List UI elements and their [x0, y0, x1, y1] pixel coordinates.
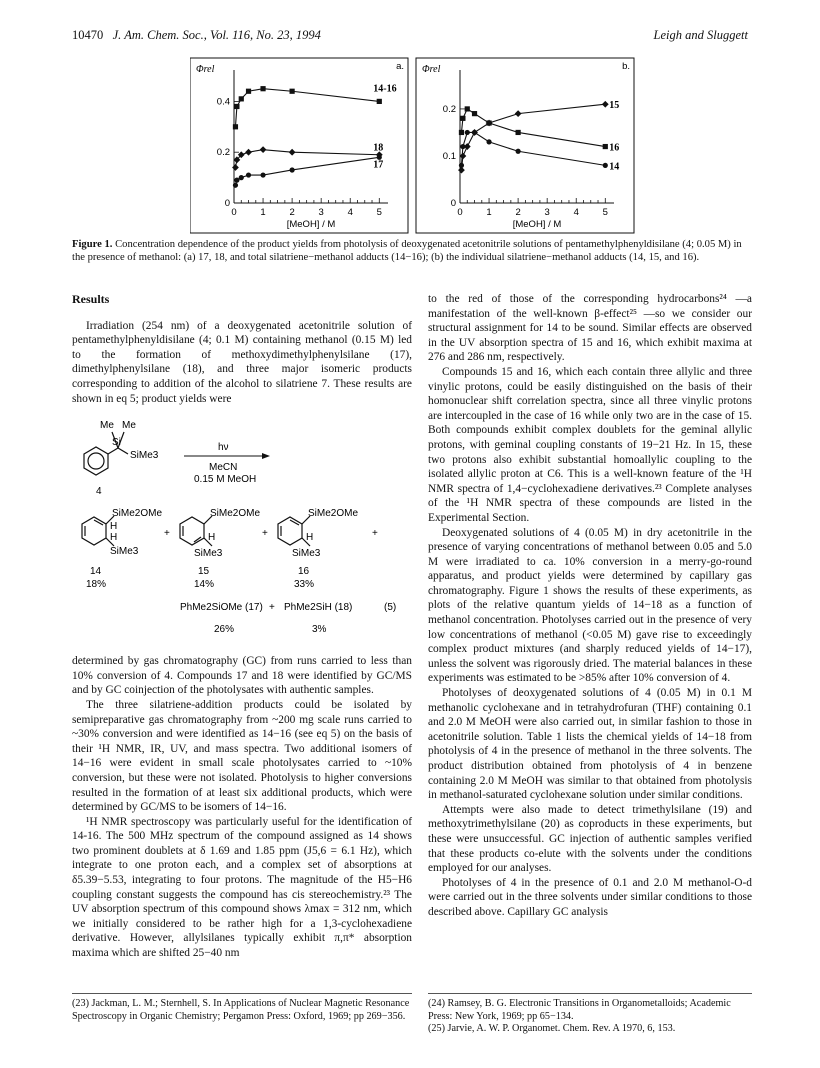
plus-2: +: [262, 528, 268, 540]
yield-16: 33%: [294, 579, 315, 591]
data-point-16: [459, 130, 464, 135]
data-point-14: [472, 130, 477, 135]
p15-h: H: [208, 532, 216, 544]
series-line-14-16: [235, 89, 379, 127]
data-point-14-16: [234, 104, 239, 109]
plus-3: +: [372, 528, 378, 540]
x-tick-label-1: 1: [260, 207, 266, 218]
right-column: [428, 292, 752, 920]
series-label-18: 18: [373, 142, 384, 154]
p14-sub2: SiMe3: [110, 546, 139, 558]
journal-name: J. Am. Chem. Soc.,: [112, 28, 207, 42]
plus-4: +: [269, 602, 275, 614]
y-axis-label-1: Φrel: [196, 64, 215, 75]
data-point-14: [486, 139, 491, 144]
y-tick-label-2: 0.1: [442, 150, 456, 162]
series-line-18: [235, 150, 379, 168]
scheme-si: Si: [112, 437, 121, 449]
data-point-14-16: [260, 86, 265, 91]
footnotes-24-25: [428, 998, 752, 1036]
running-header-left: [72, 28, 321, 43]
scheme-me-2: Me: [122, 420, 136, 432]
product-17: PhMe2SiOMe (17): [180, 602, 263, 614]
left-paragraph-3: The three silatriene-addition products could be isolated by semipreparative gas chromatography from ~200 mg scale runs carried to ~30% conversion and were identified as 14−16 (see eq 5) on the basis of their ¹H NMR, IR, UV, and mass spectra. Two additional isomers of 14−16 were evident in small scale photolysates carried to ~10% conversion, but these were not isolated. Photolysis to higher conversions resulted in the formation of at least six additional products, which were determined by GC/MS to be isomers of 14−16.: [72, 698, 412, 814]
data-point-17: [233, 183, 238, 188]
section-heading-results: Results: [72, 292, 110, 306]
data-point-14-16: [246, 89, 251, 94]
series-line-14: [461, 132, 605, 165]
figure-caption: [72, 238, 752, 264]
y-tick-label-1: 0.4: [216, 96, 230, 108]
figure-caption-label: Figure 1.: [72, 239, 113, 250]
data-point-17: [239, 175, 244, 180]
figure-1-charts: [190, 56, 635, 236]
x-tick-label-2: 2: [515, 207, 521, 218]
data-point-17: [246, 172, 251, 177]
data-point-18: [260, 146, 267, 153]
x-tick-label-2: 5: [602, 207, 608, 218]
data-point-16: [465, 106, 470, 111]
left-paragraph-4: ¹H NMR spectroscopy was particularly useful for the identification of 14-16. The 500 MHz spectrum of the compound assigned as 14 shows two prominent doublets at δ 1.69 and 1.85 ppm (J5,6 = 6.1 Hz), which integrate to one proton each, and a complex set of absorptions at δ5.39−5.53, integrating to four protons. The magnitude of the H5−H6 coupling constant suggests the compound has cis stereochemistry.²³ The UV absorption spectrum of this compound shows λmax = 312 nm, which we initially considered to be rather high for a 1,3-cyclohexadiene derivative. However, allylsilanes typically exhibit π,π* absorption maxima which are shifted 25−40 nm: [72, 815, 412, 960]
cmpd-15: 15: [198, 566, 210, 578]
data-point-18: [232, 164, 239, 171]
footnote-rule-right: [428, 993, 752, 994]
footnote-rule-left: [72, 993, 412, 994]
arrow-hv: hν: [218, 442, 229, 454]
y-tick-label-1: 0.2: [216, 147, 230, 159]
series-label-17: 17: [373, 159, 384, 171]
p16-sub2: SiMe3: [292, 548, 321, 560]
panel-label-2: b.: [622, 61, 630, 72]
series-line-15: [461, 104, 605, 170]
yield-18: 3%: [312, 624, 327, 636]
x-tick-label-2: 0: [457, 207, 463, 218]
panel-label-1: a.: [396, 61, 404, 72]
series-line-16: [461, 109, 605, 147]
data-point-14: [459, 163, 464, 168]
footnote-25: (25) Jarvie, A. W. P. Organomet. Chem. Rev. A 1970, 6, 153.: [428, 1023, 676, 1034]
scheme-compound-4: 4: [96, 486, 102, 498]
journal-volume: Vol. 116, No. 23, 1994: [209, 28, 321, 42]
data-point-14: [516, 149, 521, 154]
right-paragraph-2: Compounds 15 and 16, which each contain three allylic and three vinylic protons, could be easily distinguished on the basis of their homonuclear shift correlation spectra, since all three vinylic protons are intercoupled in the case of 16 while only two are in the case of 15. Both compounds exhibit complex doublets for the geminal allylic protons, with geminal coupling constants of 19−21 Hz. In 15, these two protons also exhibit substantial homoallylic coupling to the isolated allylic proton at C6. This is a well-known feature of the ¹H NMR spectra of 1,4−cyclohexadiene derivatives.²³ Complete analyses of the ¹H NMR spectra of these compounds are listed in the Experimental Section.: [428, 365, 752, 524]
p14-h2: H: [110, 532, 118, 544]
x-tick-label-1: 3: [318, 207, 324, 218]
data-point-15: [515, 110, 522, 117]
yield-17: 26%: [214, 624, 235, 636]
data-point-14: [603, 163, 608, 168]
data-point-18: [245, 149, 252, 156]
data-point-14-16: [290, 89, 295, 94]
benzene-ring-icon: [84, 432, 128, 475]
page-number: 10470: [72, 28, 104, 42]
data-point-17: [290, 167, 295, 172]
series-label-15: 15: [609, 100, 620, 112]
series-label-14: 14: [609, 161, 620, 173]
p16-h: H: [306, 532, 314, 544]
y-tick-label-2: 0.2: [442, 103, 456, 115]
right-paragraph-4: Photolyses of deoxygenated solutions of 4 (0.05 M) in 0.1 M methanolic cyclohexane and in tetrahydrofuran (THF) containing 0.1 and 2.0 M MeOH were also carried out, in similar fashion to those in acetonitrile solution. Table 1 lists the chemical yields of 14−18 from photolysis of 4 in the presence of methanol in the three solvents. The product distribution obtained from photolysis of 4 in benzene containing 2.0 M MeOH was similar to that obtained from photolysis in methanol-saturated cyclohexane solution under similar conditions.: [428, 687, 752, 802]
data-point-17: [234, 178, 239, 183]
data-point-14: [460, 144, 465, 149]
plus-1: +: [164, 528, 170, 540]
data-point-18: [289, 149, 296, 156]
left-column: [72, 292, 412, 961]
series-label-14-16: 14-16: [373, 83, 397, 95]
data-point-16: [516, 130, 521, 135]
figure-caption-text: Concentration dependence of the product yields from photolysis of deoxygenated acetonitrile solutions of pentamethylphenyldisilane (4; 0.05 M) in the presence of methanol: (a) 17, 18, and total silatriene−methanol adducts (14−16); (b) the individual silatriene−methanol adducts (14, 15, and 16).: [72, 239, 742, 263]
y-axis-label-2: Φrel: [422, 64, 441, 75]
yield-14: 18%: [86, 579, 107, 591]
x-tick-label-2: 4: [573, 207, 579, 218]
p15-sub2: SiMe3: [194, 548, 223, 560]
data-point-14-16: [239, 96, 244, 101]
data-point-16: [486, 120, 491, 125]
footnote-24: (24) Ramsey, B. G. Electronic Transitions in Organometalloids; Academic Press: New York, 1969; pp 65−134.: [428, 998, 731, 1022]
cmpd-16: 16: [298, 566, 310, 578]
data-point-16: [472, 111, 477, 116]
x-tick-label-1: 5: [376, 207, 382, 218]
x-tick-label-1: 0: [231, 207, 237, 218]
x-tick-label-1: 4: [347, 207, 353, 218]
left-paragraph-2: determined by gas chromatography (GC) from runs carried to less than 10% conversion of 4. Compounds 17 and 18 were identified by GC/MS and by GC coinjection of the photolysates with authentic samples.: [72, 655, 412, 697]
y-tick-label-2: 0: [450, 198, 456, 209]
right-paragraph-5: Attempts were also made to detect trimethylsilane (19) and methoxytrimethylsilane (20) as coproducts in these experiments, but these were unsuccessful. GC injection of authentic samples verified that these products co-elute with the solvents under the conditions employed for our analyses.: [428, 803, 752, 875]
left-paragraph-1: Irradiation (254 nm) of a deoxygenated acetonitrile solution of pentamethylphenyldisilane (4; 0.1 M) containing methanol (0.15 M) led to the formation of methoxydimethylphenylsilane (17), dimethylphenylsilane (18), and three major isomeric products corresponding to addition of the alcohol to silatriene 7. These results are shown in eq 5; product yields were: [72, 319, 412, 405]
data-point-16: [603, 144, 608, 149]
yield-15: 14%: [194, 579, 215, 591]
right-paragraph-3: Deoxygenated solutions of 4 (0.05 M) in dry acetonitrile in the presence of varying concentrations of methanol between 0.05 and 5.0 M were irradiated to ca. 10% conversion in a merry-go-round apparatus, and product yields were determined by capillary gas chromatography. Figure 1 shows the results of these experiments, as plots of the relative quantum yields of 14−18 as a function of methanol concentration. Photolyses carried out in the presence of very low concentrations of methanol (<0.05 M) gave rise to exceedingly complex product mixtures (and sharply reduced yields of 14−17), unless the solvent was rigorously dried. The material balances in these experiments was estimated to be >85% after 10% conversion of 4.: [428, 526, 752, 685]
data-point-14-16: [233, 124, 238, 129]
x-axis-label-2: [MeOH] / M: [512, 219, 562, 230]
figure-1: [190, 56, 635, 236]
product-18: PhMe2SiH (18): [284, 602, 353, 614]
cmpd-14: 14: [90, 566, 102, 578]
right-paragraph-6: Photolyses of 4 in the presence of 0.1 and 2.0 M methanol-O-d were carried out in the three solvents under similar conditions to those described above. Capillary GC analysis: [428, 876, 752, 918]
equation-number: (5): [384, 602, 397, 614]
running-header-authors: Leigh and Sluggett: [653, 28, 748, 42]
scheme-drawing: [72, 412, 412, 752]
data-point-17: [260, 172, 265, 177]
x-tick-label-2: 3: [544, 207, 550, 218]
series-line-17: [235, 157, 379, 185]
arrow-conditions: 0.15 M MeOH: [194, 474, 257, 486]
data-point-14: [465, 130, 470, 135]
y-tick-label-1: 0: [224, 198, 230, 209]
series-label-16: 16: [609, 142, 620, 154]
arrow-solvent: MeCN: [209, 462, 238, 474]
reaction-scheme-eq5: [72, 412, 412, 752]
x-tick-label-1: 2: [289, 207, 295, 218]
right-paragraph-1: to the red of those of the corresponding hydrocarbons²⁴ —a manifestation of the well-known β-effect²⁵ —so we consider our structural assignment for 14 to be sound. Similar effects are observed in the UV absorption spectra of 15 and 16, which exhibit maxima at 276 and 286 nm, respectively.: [428, 293, 752, 364]
x-tick-label-2: 1: [486, 207, 492, 218]
reaction-arrow-icon: [184, 453, 270, 459]
p14-sub1: SiMe2OMe: [112, 508, 163, 520]
scheme-sime3-start: SiMe3: [130, 450, 159, 462]
scheme-me-1: Me: [100, 420, 114, 432]
data-point-14-16: [377, 99, 382, 104]
footnote-23: (23) Jackman, L. M.; Sternhell, S. In Applications of Nuclear Magnetic Resonance Spectroscopy in Organic Chemistry; Pergamon Press: Oxford, 1969; pp 269−356.: [72, 998, 410, 1022]
p16-sub1: SiMe2OMe: [308, 508, 359, 520]
x-axis-label-1: [MeOH] / M: [286, 219, 336, 230]
data-point-15: [602, 101, 609, 108]
data-point-16: [460, 116, 465, 121]
p15-sub1: SiMe2OMe: [210, 508, 261, 520]
p14-h1: H: [110, 521, 118, 533]
